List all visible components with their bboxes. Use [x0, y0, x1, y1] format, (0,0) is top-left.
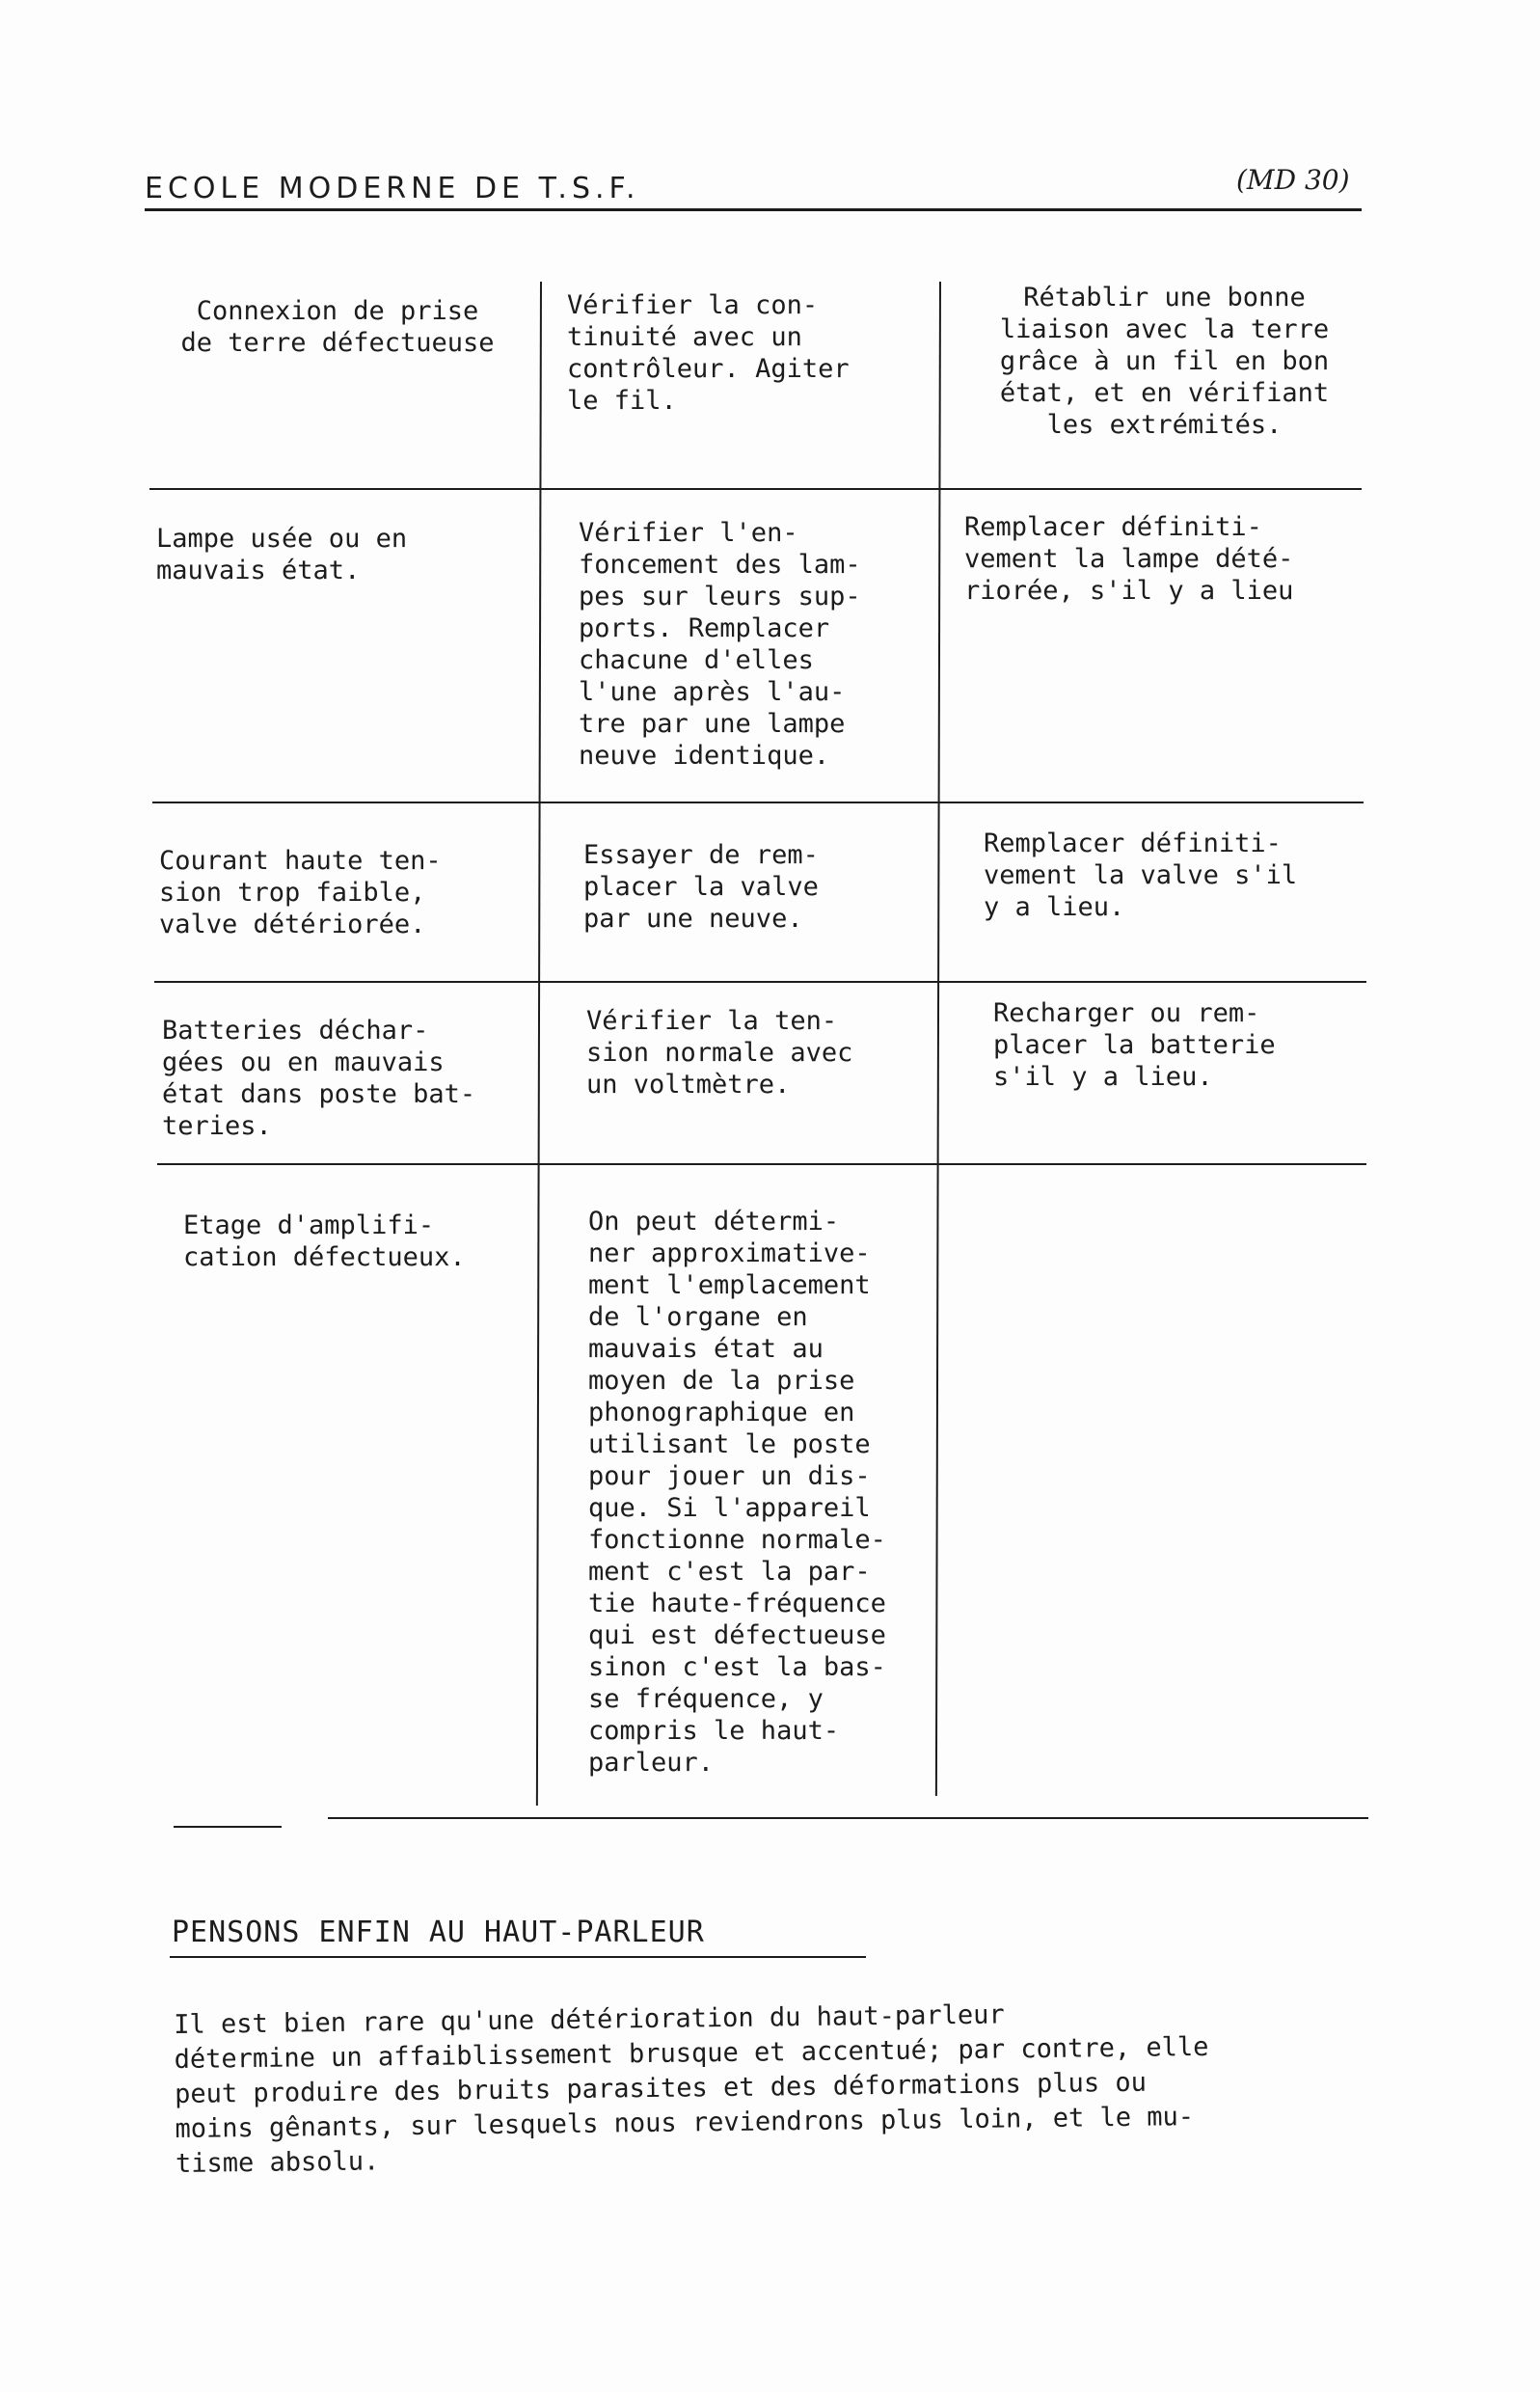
table-bottom-rule [328, 1817, 1368, 1819]
check-cell: Vérifier l'en- foncement des lam- pes sur leurs sup- ports. Remplacer chacune d'elles l'une après l'au- tre par une lampe neuve identique. [579, 518, 861, 771]
section-heading: PENSONS ENFIN AU HAUT-PARLEUR [172, 1916, 705, 1949]
cause-cell: Courant haute ten- sion trop faible, valve détériorée. [159, 846, 442, 939]
check-cell: Vérifier la con- tinuité avec un contrôleur. Agiter le fil. [567, 290, 850, 416]
school-name: ECOLE MODERNE DE T.S.F. [145, 172, 640, 205]
cause-cell: Connexion de prise de terre défectueuse [180, 296, 495, 358]
table-bottom-rule-short [174, 1826, 282, 1828]
remedy-cell: Recharger ou rem- placer la batterie s'il y a lieu. [993, 998, 1276, 1092]
document-reference: (MD 30) [1236, 164, 1350, 196]
check-cell: Essayer de rem- placer la valve par une neuve. [583, 840, 819, 934]
row-divider-3 [154, 981, 1366, 983]
remedy-cell: Remplacer définiti- vement la valve s'il y a lieu. [984, 829, 1298, 922]
check-cell: Vérifier la ten- sion normale avec un voltmètre. [586, 1006, 853, 1100]
header-rule [145, 208, 1362, 211]
remedy-cell: Remplacer définiti- vement la lampe dété- riorée, s'il y a lieu [964, 512, 1294, 606]
check-cell: On peut détermi- ner approximative- ment l'emplacement de l'organe en mauvais état au moyen de la prise phonographique en utilisant le poste pour jouer un dis- que. Si l'appareil fonctionne normale- ment c'est la par- tie haute-fréquence qui est défectueuse sinon c'est la bas- se fréquence, y compris le haut- parleur. [588, 1207, 886, 1778]
cause-cell: Etage d'amplifi- cation défectueux. [183, 1210, 466, 1272]
cause-cell: Lampe usée ou en mauvais état. [156, 524, 408, 585]
section-heading-underline [170, 1956, 866, 1958]
row-divider-1 [149, 488, 1362, 490]
cause-cell: Batteries déchar- gées ou en mauvais état dans poste bat- teries. [162, 1016, 476, 1141]
row-divider-2 [152, 802, 1364, 803]
remedy-cell: Rétablir une bonne liaison avec la terre grâce à un fil en bon état, et en vérifiant les extrémités. [999, 283, 1330, 440]
row-divider-4 [157, 1163, 1366, 1165]
section-paragraph: Il est bien rare qu'une détérioration du haut-parleur détermine un affaiblissement brusque et accentué; par contre, elle peut produire des bruits parasites et des déformations plus ou moins gênants, sur lesquels nous reviendrons plus loin, et le mu- tisme absolu. [174, 1999, 1209, 2179]
